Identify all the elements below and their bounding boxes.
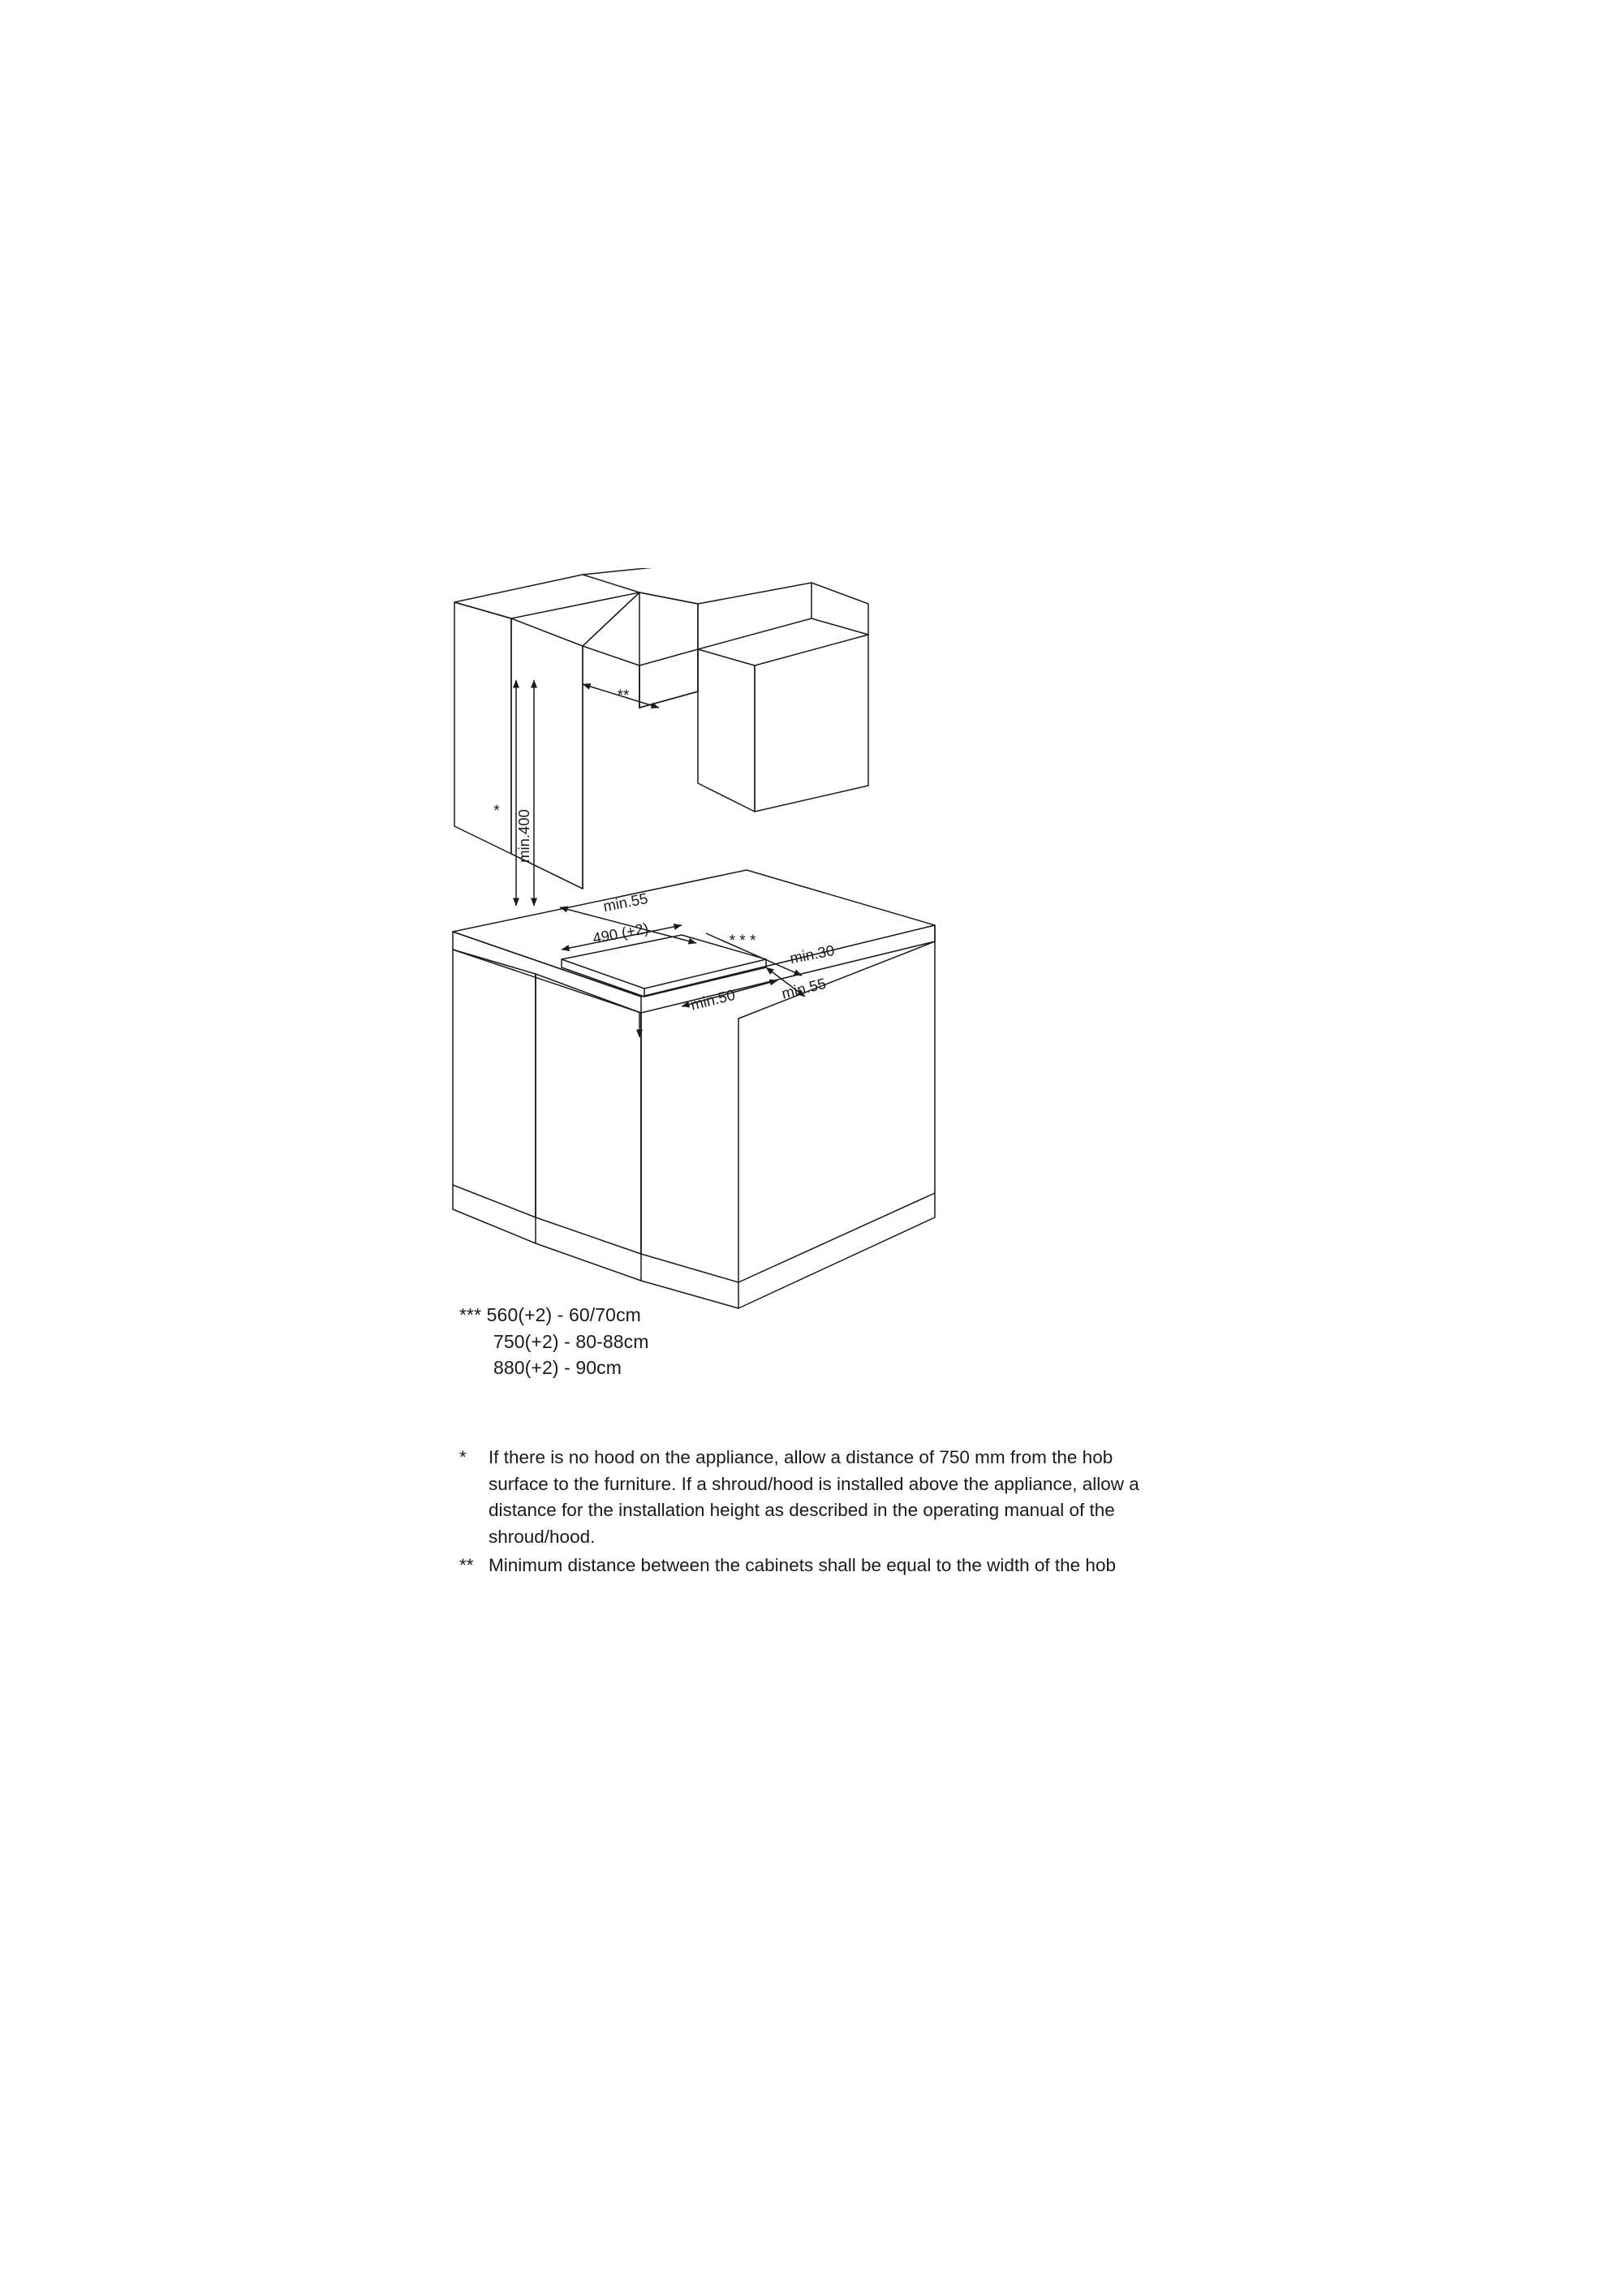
legend-line-0: 560(+2) - 60/70cm <box>486 1304 641 1325</box>
legend-row-1: 750(+2) - 80-88cm <box>493 1330 649 1352</box>
legend-row-0 <box>459 1302 881 1329</box>
footnote-single-star <box>459 1445 1165 1551</box>
dim-label-rear-min55: min.55 <box>601 890 650 915</box>
footnote-text-1: Minimum distance between the cabinets shall be equal to the width of the hob <box>489 1554 1116 1575</box>
footnote-marker-0: * <box>459 1447 467 1467</box>
marker-single-star: * <box>493 803 500 820</box>
dim-label-front-min50: min.50 <box>688 985 737 1014</box>
marker-triple-star: * * * <box>729 933 756 950</box>
legend-marker: *** <box>459 1304 482 1325</box>
marker-double-star: ** <box>617 687 630 704</box>
dim-label-min400: min.400 <box>515 809 532 863</box>
footnote-double-star <box>459 1553 1165 1579</box>
legend-row-2: 880(+2) - 90cm <box>493 1357 622 1379</box>
installation-diagram <box>438 568 1169 1428</box>
legend-triple-star <box>459 1302 881 1381</box>
dim-label-cutout-width: 490 (+2) <box>591 919 650 947</box>
dim-label-side-min55: min.55 <box>779 974 828 1002</box>
footnote-text-0: If there is no hood on the appliance, allow a distance of 750 mm from the hob surface to the furniture. If a shroud/hood is installed above the appliance, allow a distance for the installation height as described in the operating manual of the shroud/hood. <box>489 1447 1139 1547</box>
footnote-marker-1: ** <box>459 1554 474 1575</box>
footnotes <box>459 1445 1165 1580</box>
dim-label-min30: min.30 <box>788 941 837 967</box>
